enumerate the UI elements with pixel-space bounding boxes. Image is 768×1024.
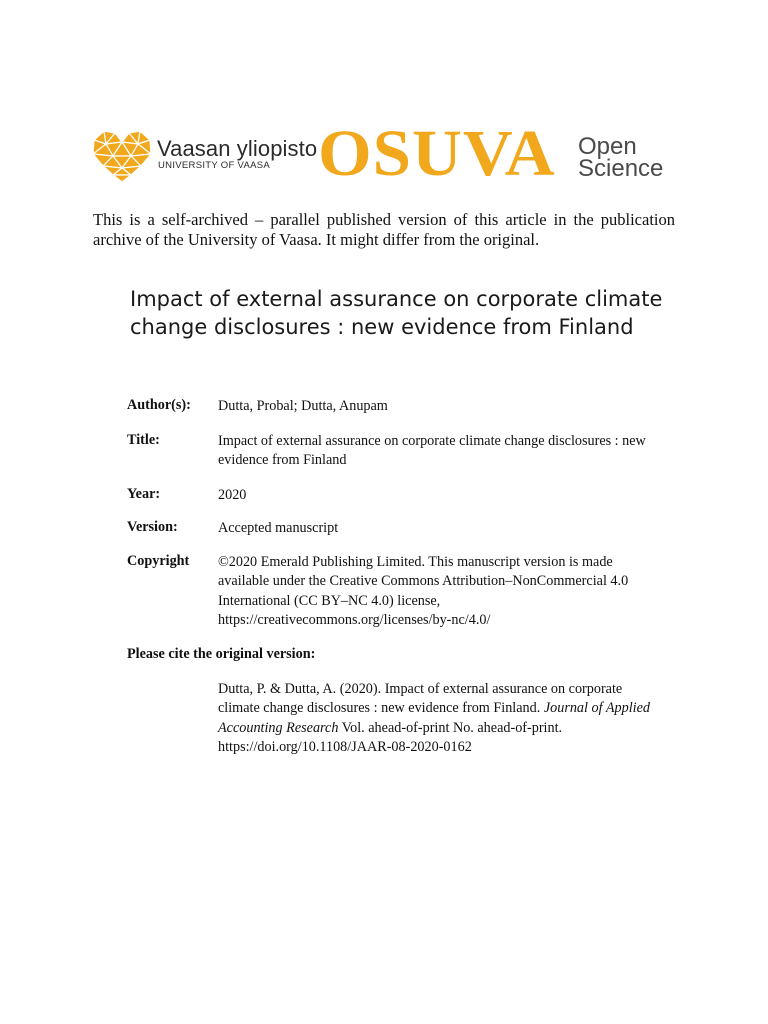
cite-heading: Please cite the original version: [127,646,316,662]
authors-label: Author(s): [127,397,191,413]
version-value: Accepted manuscript [218,520,339,536]
university-heart-logo [91,128,153,184]
self-archive-notice: This is a self-archived – parallel published version of this article in the publication archive of the University of Vaasa. It might differ from the original. [93,210,675,249]
article-title: Impact of external assurance on corporate climate change disclosures : new evidence from Finland [130,287,663,339]
open-label: Open [578,133,637,160]
version-label: Version: [127,519,178,535]
title-label: Title: [127,432,160,448]
year-label: Year: [127,486,161,502]
copyright-label: Copyright [127,553,190,569]
citation-text-start: Dutta, P. & Dutta, A. (2020). Impact of external assurance on corporate climate change disclosures : new evidence from Finland. [218,681,623,717]
title-value: Impact of external assurance on corporate climate change disclosures : new evidence from Finland [218,433,646,469]
year-value: 2020 [218,487,247,503]
university-name: Vaasan yliopisto [157,136,318,161]
university-subtitle: UNIVERSITY OF VAASA [158,160,270,171]
authors-value: Dutta, Probal; Dutta, Anupam [218,398,388,414]
copyright-value: ©2020 Emerald Publishing Limited. This manuscript version is made available under the Creative Commons Attribution–NonCommercial 4.0 International (CC BY–NC 4.0) license, https://creativecommons.org/licenses/by-nc/4.0/ [218,554,629,628]
open-science-label [578,133,664,182]
citation-text [218,680,658,757]
doi-link[interactable]: https://doi.org/10.1108/JAAR-08-2020-0162 [218,738,472,755]
osuva-logo: OSUVA [318,117,556,190]
science-label: Science [578,155,664,182]
journal-name: Journal of Applied Accounting Research [218,700,650,736]
citation-text-end: Vol. ahead-of-print No. ahead-of-print. [341,719,563,736]
